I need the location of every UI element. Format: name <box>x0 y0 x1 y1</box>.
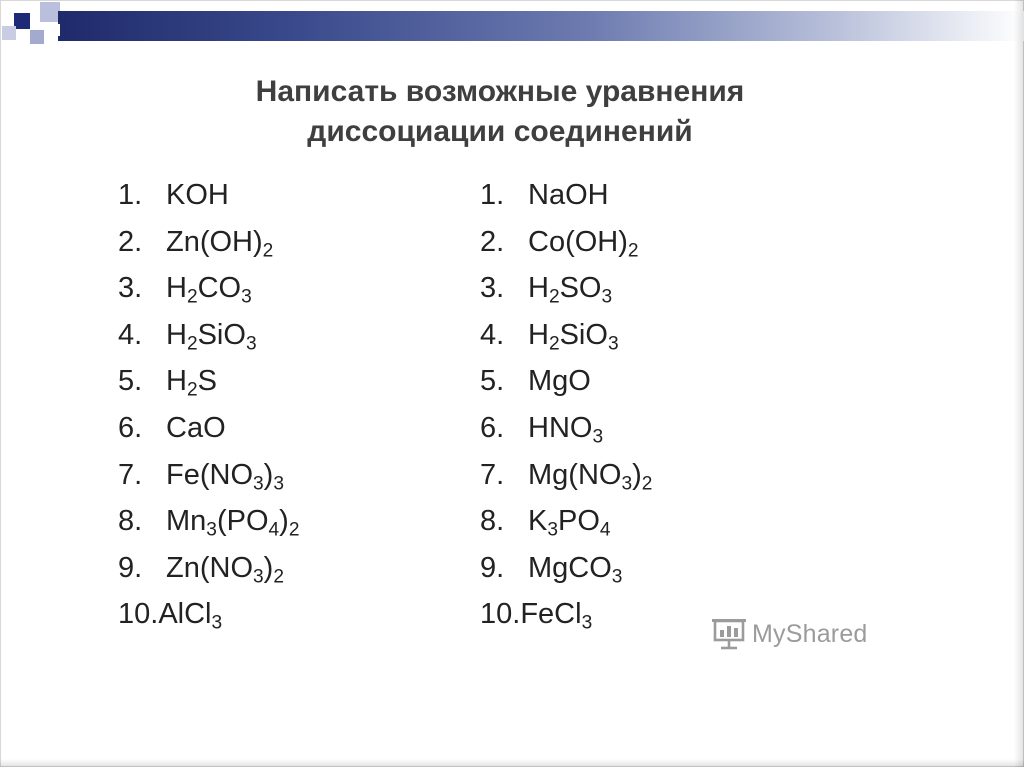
item-number: 2. <box>118 225 143 258</box>
list-item <box>480 452 652 499</box>
compound-formula: FeCl$_3$ <box>520 598 593 634</box>
list-item <box>480 312 652 359</box>
compound-formula: $HNO_3$ <box>528 411 604 448</box>
list-item <box>480 265 652 312</box>
compound-formula: MgO <box>528 365 591 398</box>
compound-formula: KOH <box>166 179 229 211</box>
item-number: 8. <box>480 505 505 538</box>
right-compound-list <box>480 172 652 638</box>
list-item <box>118 219 299 266</box>
list-item <box>480 591 652 638</box>
watermark-text: MyShared <box>752 619 868 648</box>
decor-square <box>48 24 60 36</box>
item-number: 5. <box>118 365 143 398</box>
list-item <box>118 172 299 219</box>
slide-shadow <box>0 759 1024 767</box>
left-compound-list <box>118 172 299 638</box>
list-item <box>480 498 652 545</box>
item-number: 7. <box>118 458 143 491</box>
list-item <box>480 545 652 592</box>
compound-formula: $H_2CO_3$ <box>166 272 252 308</box>
compound-formula: MgCO$_3$ <box>528 551 623 588</box>
list-item <box>118 591 299 638</box>
item-number: 8. <box>118 505 143 538</box>
list-item <box>480 405 652 452</box>
compound-formula: NaOH <box>528 179 609 211</box>
list-item <box>118 545 299 592</box>
item-number: 6. <box>118 411 143 444</box>
item-number: 7. <box>480 458 505 491</box>
compound-formula: $Fe(NO_3)_3$ <box>166 458 284 494</box>
item-number: 6. <box>480 411 505 444</box>
decor-square <box>14 13 30 29</box>
header-gradient-bar <box>58 11 1024 41</box>
compound-formula: $H_2SO_3$ <box>528 272 613 308</box>
list-item <box>118 452 299 499</box>
slide-title <box>200 72 800 152</box>
compound-formula: $Zn(NO_3)_2$ <box>166 551 284 588</box>
compound-formula: $Mn_3(PO_4)_2$ <box>166 505 300 541</box>
list-item <box>118 498 299 545</box>
decor-square <box>2 26 16 40</box>
list-item <box>118 405 299 452</box>
list-item <box>480 358 652 405</box>
compound-formula: $K_3PO_4$ <box>528 505 611 541</box>
title-line-2: диссоциации соединений <box>307 115 693 148</box>
presentation-board-icon <box>712 617 746 651</box>
list-item <box>118 358 299 405</box>
item-number: 3. <box>118 272 143 305</box>
item-number: 1. <box>480 179 505 211</box>
item-number: 9. <box>118 551 143 584</box>
compound-formula: $H_2SiO_3$ <box>166 318 257 355</box>
title-line-1: Написать возможные уравнения <box>255 75 745 108</box>
compound-formula: CaO <box>166 411 226 444</box>
compound-formula: $H_2SiO_3$ <box>528 318 619 355</box>
item-number: 5. <box>480 365 505 398</box>
item-number: 2. <box>480 225 505 258</box>
item-number: 3. <box>480 272 505 305</box>
item-number: 4. <box>118 318 143 351</box>
item-number: 1. <box>118 179 143 211</box>
list-item <box>480 172 652 219</box>
item-number: 4. <box>480 318 505 351</box>
list-item <box>118 312 299 359</box>
list-item <box>480 219 652 266</box>
compound-formula: $Zn(OH)_2$ <box>166 225 274 261</box>
slide-shadow <box>1014 0 1024 767</box>
item-number: 9. <box>480 551 505 584</box>
compound-formula: $Mg(NO_3)_2$ <box>528 458 653 494</box>
item-number: 10. <box>118 598 159 631</box>
compound-formula: $H_2S$ <box>166 365 217 401</box>
myshared-watermark <box>712 614 868 654</box>
item-number: 10. <box>480 598 521 631</box>
compound-formula: $Co(OH)_2$ <box>528 225 639 261</box>
decor-square <box>30 30 44 44</box>
decor-square <box>40 2 60 22</box>
compound-formula: AlCl$_3$ <box>158 598 223 634</box>
list-item <box>118 265 299 312</box>
